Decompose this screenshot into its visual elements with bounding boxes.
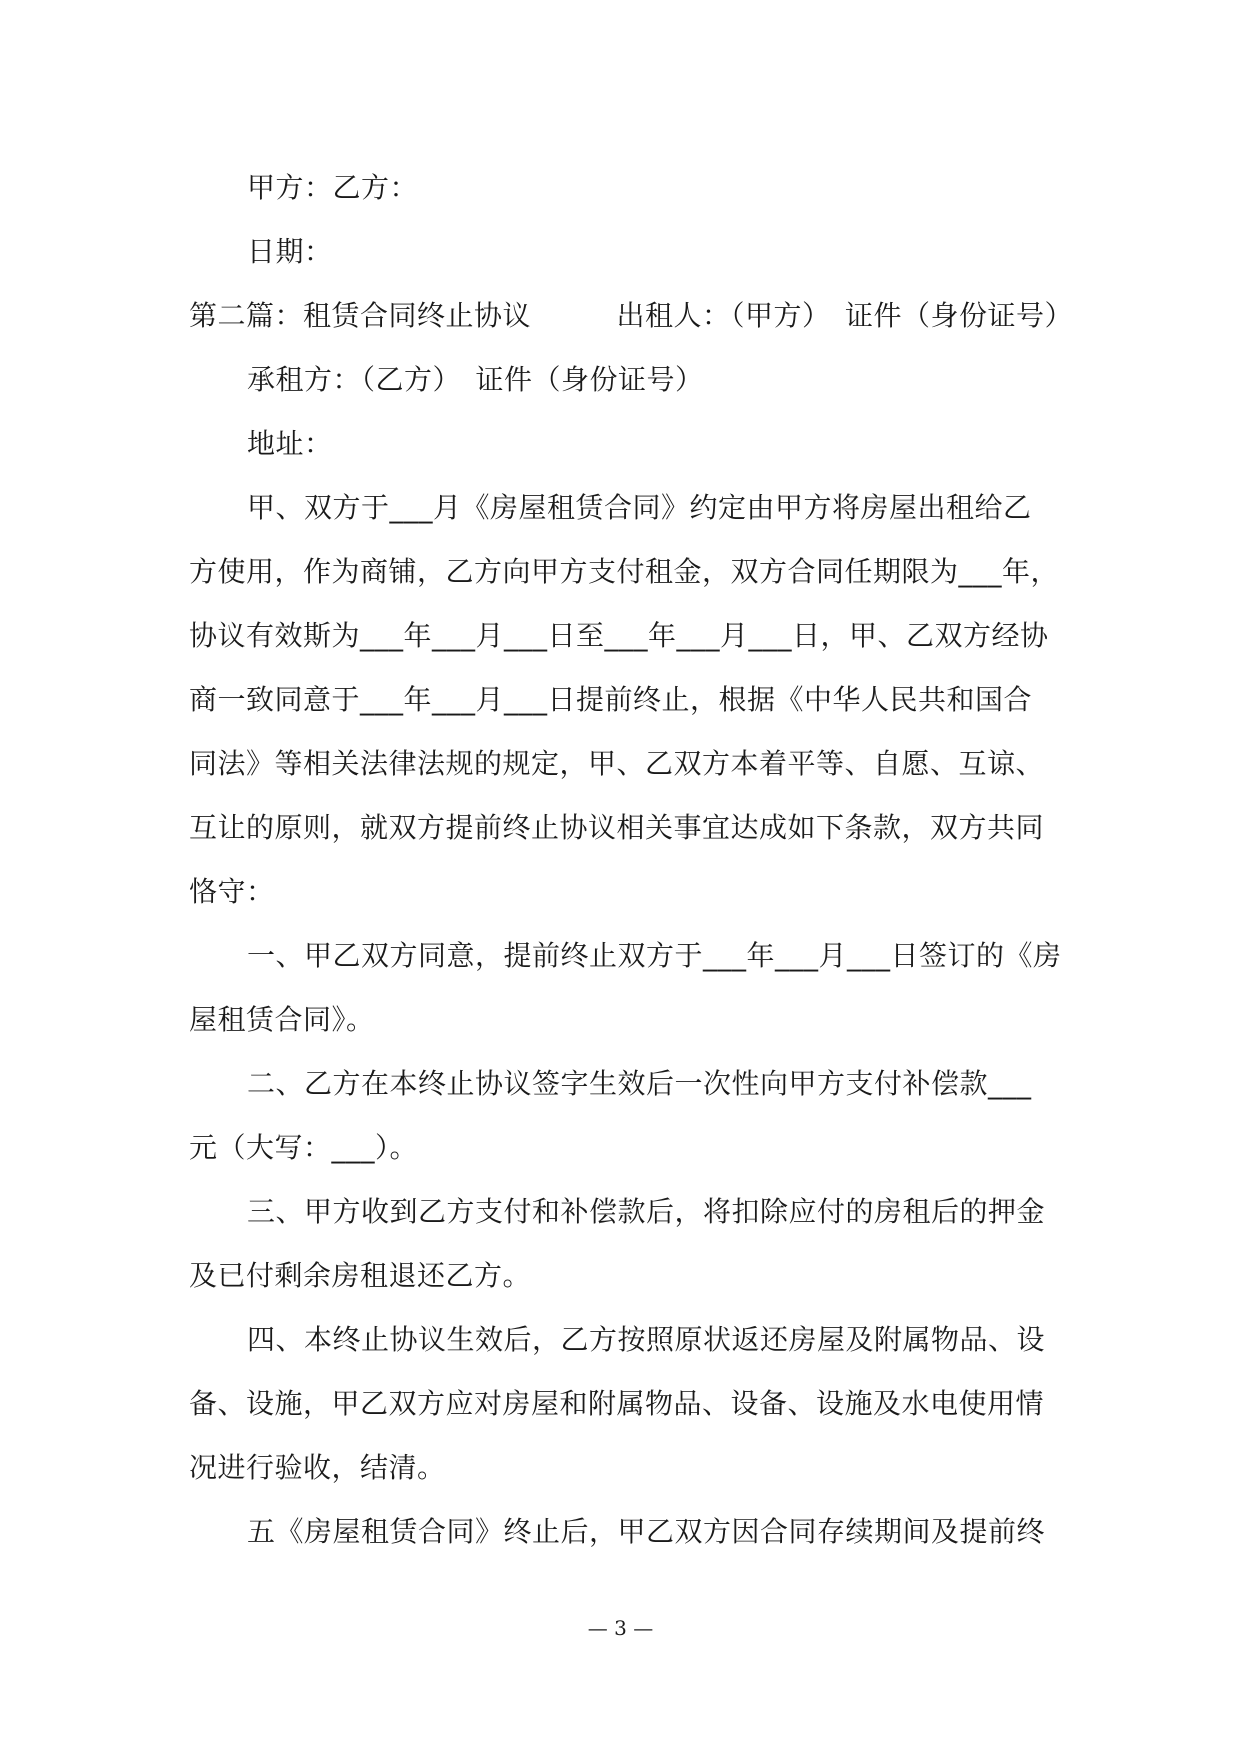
clause-three-line: 及已付剩余房租退还乙方。 — [189, 1259, 532, 1292]
lessee-line: 承租方：（乙方） 证件（身份证号） — [247, 363, 704, 396]
preamble-line: 方使用，作为商铺，乙方向甲方支付租金，双方合同任期限为___年， — [189, 555, 1060, 588]
party-signature-line: 甲方：乙方： — [247, 171, 419, 204]
preamble-line: 互让的原则，就双方提前终止协议相关事宜达成如下条款，双方共同 — [189, 811, 1045, 844]
clause-two-line: 二、乙方在本终止协议签字生效后一次性向甲方支付补偿款___ — [247, 1067, 1032, 1100]
clause-four-line: 况进行验收，结清。 — [189, 1451, 446, 1484]
section-heading-line: 第二篇：租赁合同终止协议 出租人：（甲方） 证件（身份证号） — [189, 299, 1074, 332]
clause-three-line: 三、甲方收到乙方支付和补偿款后，将扣除应付的房租后的押金 — [247, 1195, 1046, 1228]
preamble-line: 协议有效斯为___年___月___日至___年___月___日，甲、乙双方经协 — [189, 619, 1049, 652]
address-line: 地址： — [247, 427, 333, 460]
preamble-line: 恪守： — [189, 875, 275, 908]
clause-four-line: 四、本终止协议生效后，乙方按照原状返还房屋及附属物品、设 — [247, 1323, 1046, 1356]
clause-five-line: 五《房屋租赁合同》终止后，甲乙双方因合同存续期间及提前终 — [247, 1515, 1046, 1548]
page-number: — 3 — — [587, 1616, 654, 1640]
clause-one-line: 屋租赁合同》。 — [189, 1003, 375, 1036]
preamble-line: 同法》等相关法律法规的规定，甲、乙双方本着平等、自愿、互谅、 — [189, 747, 1045, 780]
preamble-line: 商一致同意于___年___月___日提前终止，根据《中华人民共和国合 — [189, 683, 1033, 716]
clause-four-line: 备、设施，甲乙双方应对房屋和附属物品、设备、设施及水电使用情 — [189, 1387, 1045, 1420]
clause-one-line: 一、甲乙双方同意，提前终止双方于___年___月___日签订的《房 — [247, 939, 1062, 972]
clause-two-line: 元（大写：___）。 — [189, 1131, 419, 1164]
date-line: 日期： — [247, 235, 333, 268]
preamble-line: 甲、双方于___月《房屋租赁合同》约定由甲方将房屋出租给乙 — [247, 491, 1032, 524]
document-body — [189, 156, 1074, 1564]
